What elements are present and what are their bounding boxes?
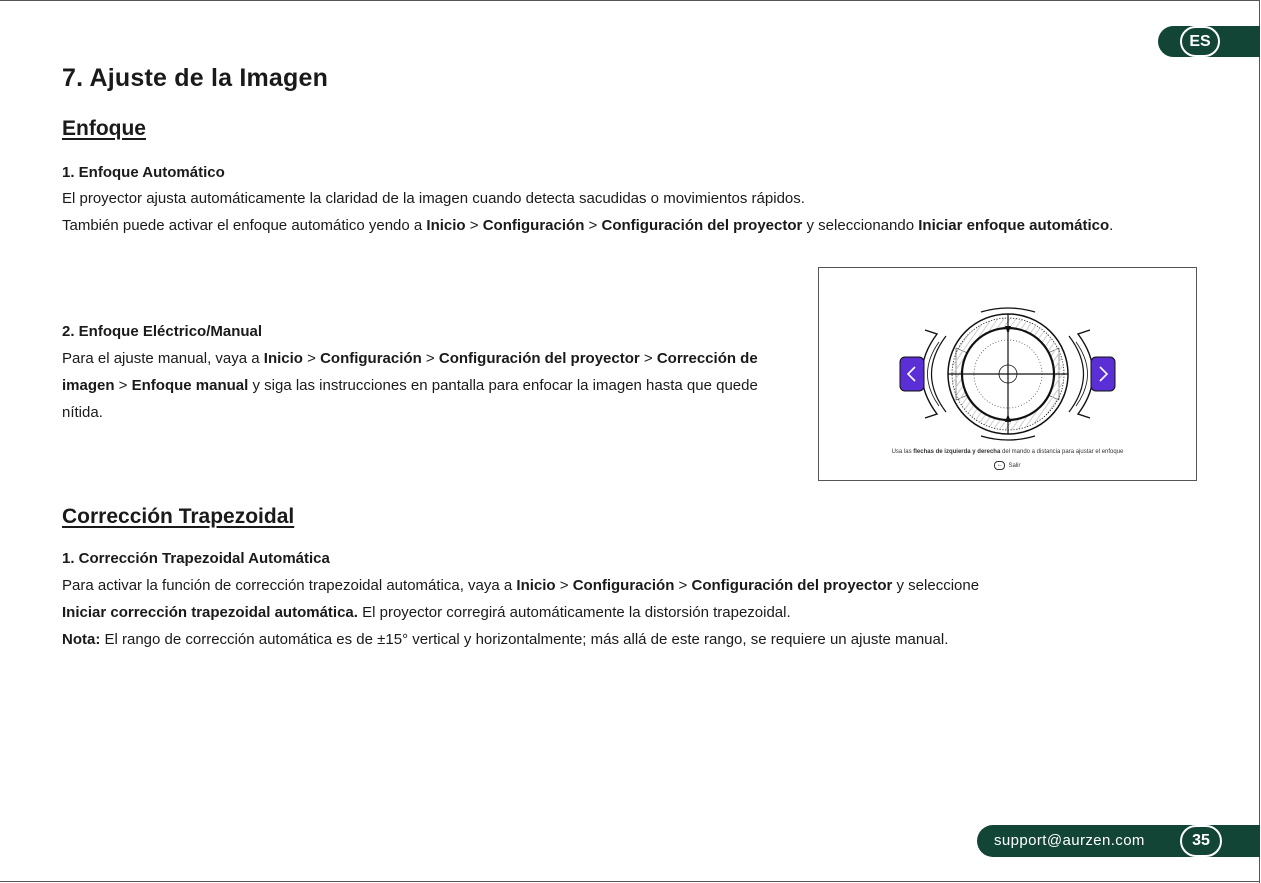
path-separator: > (584, 217, 602, 234)
menu-path-home: Inicio (426, 217, 466, 234)
text: Para el ajuste manual, vaya a (62, 350, 264, 367)
autofocus-description (62, 185, 1152, 239)
right-arrow-button (1091, 357, 1115, 391)
back-icon: ← (994, 461, 1005, 470)
text: flechas de izquierda y derecha (913, 449, 1001, 455)
page-title: 7. Ajuste de la Imagen (62, 64, 329, 92)
support-email: support@aurzen.com (994, 832, 1145, 849)
note-label: Nota: (62, 631, 101, 648)
text: y seleccionando (802, 217, 919, 234)
text: También puede activar el enfoque automático yendo a (62, 217, 427, 234)
exit-label: Salir (1008, 463, 1021, 470)
section-title-focus: Enfoque (62, 117, 146, 140)
figure-exit-hint (819, 461, 1196, 470)
path-separator: > (465, 217, 483, 234)
manual-focus-description (62, 345, 762, 426)
menu-path-settings: Configuración (320, 350, 422, 367)
subsection-title-auto-keystone: 1. Corrección Trapezoidal Automática (62, 550, 330, 567)
menu-option-start-keystone: Iniciar corrección trapezoidal automática. (62, 604, 358, 621)
path-separator: > (114, 377, 132, 394)
menu-path-projector-settings: Configuración del proyector (691, 577, 893, 594)
language-badge: ES (1180, 26, 1220, 57)
menu-option-start-autofocus: Iniciar enfoque automático (918, 217, 1110, 234)
figure-instruction-caption (819, 449, 1196, 455)
menu-path-projector-settings: Configuración del proyector (601, 217, 803, 234)
subsection-title-autofocus: 1. Enfoque Automático (62, 164, 225, 181)
menu-path-settings: Configuración (572, 577, 675, 594)
autofocus-line1: El proyector ajusta automáticamente la claridad de la imagen cuando detecta sacudidas o movimientos rápidos. (62, 190, 805, 207)
path-separator: > (555, 577, 573, 594)
text: Usa las (891, 449, 914, 455)
page-border-top (0, 0, 1259, 1)
path-separator: > (639, 350, 657, 367)
text: Para activar la función de corrección trapezoidal automática, vaya a (62, 577, 517, 594)
text: del mando a distancia para ajustar el enfoque (1000, 449, 1124, 455)
path-separator: > (421, 350, 439, 367)
menu-path-image-correction: Corrección de imagen (62, 350, 758, 394)
subsection-title-manual-focus: 2. Enfoque Eléctrico/Manual (62, 323, 263, 340)
section-title-keystone: Corrección Trapezoidal (62, 505, 295, 528)
note-text: El rango de corrección automática es de ±15° vertical y horizontalmente; más allá de este rango, se requiere un ajuste manual. (100, 631, 949, 648)
left-arrow-button (900, 357, 924, 391)
path-separator: > (674, 577, 692, 594)
menu-path-settings: Configuración (482, 217, 585, 234)
text: y siga las instrucciones en pantalla para enfocar la imagen hasta que quede nítida. (62, 377, 758, 421)
page-number-badge: 35 (1180, 825, 1222, 857)
menu-path-manual-focus: Enfoque manual (131, 377, 249, 394)
text: El proyector corregirá automáticamente la distorsión trapezoidal. (357, 604, 791, 621)
text: y seleccione (892, 577, 980, 594)
page-border-bottom (0, 881, 1259, 882)
path-separator: > (302, 350, 321, 367)
menu-path-projector-settings: Configuración del proyector (438, 350, 640, 367)
menu-path-home: Inicio (263, 350, 303, 367)
auto-keystone-description (62, 572, 1162, 653)
text: . (1109, 217, 1114, 234)
manual-focus-screen-figure (818, 267, 1197, 481)
page-border-right (1259, 0, 1260, 883)
menu-path-home: Inicio (516, 577, 556, 594)
